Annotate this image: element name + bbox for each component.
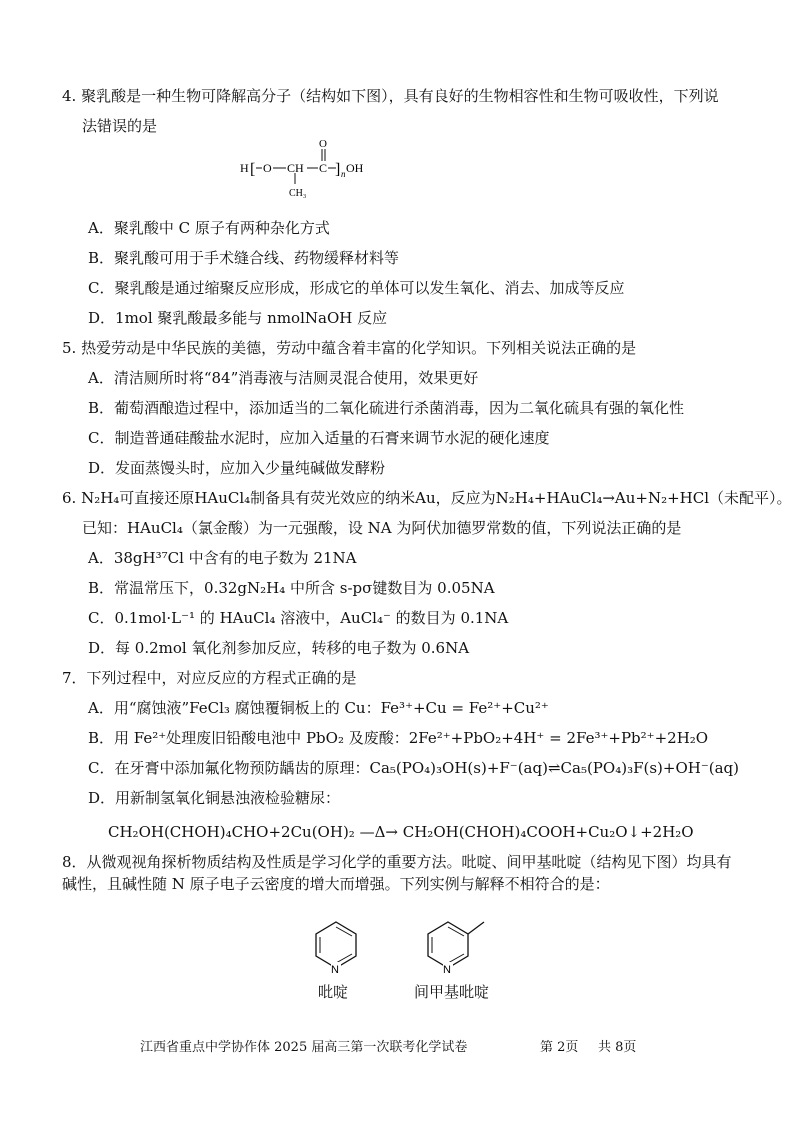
q7-equation: CH₂OH(CHOH)₄CHO+2Cu(OH)₂ —Δ→ CH₂OH(CHOH)₄COOH+Cu₂O↓+2H₂O — [108, 823, 694, 841]
methylpyridine-label: 间甲基吡啶 — [414, 983, 490, 1001]
struct-H: H — [240, 161, 249, 175]
struct-C: C — [319, 161, 328, 175]
q7-option-a: A．用“腐蚀液”FeCl₃ 腐蚀覆铜板上的 Cu：Fe³⁺+Cu = Fe²⁺+Cu²⁺ — [88, 699, 549, 717]
bracket-left: [ — [250, 161, 256, 178]
methylpyridine-N: N — [443, 964, 451, 974]
q7-option-b: B．用 Fe²⁺处理废旧铅酸电池中 PbO₂ 及废酸：2Fe²⁺+PbO₂+4H⁺ = 2Fe³⁺+Pb²⁺+2H₂O — [88, 729, 709, 747]
q6-option-b: B．常温常压下，0.32gN₂H₄ 中所含 s-pσ键数目为 0.05NA — [88, 579, 495, 597]
bracket-right: ] — [335, 161, 341, 178]
pyridine-label: 吡啶 — [318, 983, 349, 1001]
q4-option-d: D．1mol 聚乳酸最多能与 nmolNaOH 反应 — [88, 309, 388, 327]
3-methylpyridine-structure — [418, 916, 504, 974]
q4-option-a: A．聚乳酸中 C 原子有两种杂化方式 — [88, 219, 330, 237]
q6-stem-line2: 已知：HAuCl₄（氯金酸）为一元强酸，设 NA 为阿伏加德罗常数的值，下列说法正确的是 — [82, 519, 682, 537]
q4-stem-line2: 法错误的是 — [82, 117, 158, 135]
q6-option-d: D．每 0.2mol 氧化剂参加反应，转移的电子数为 0.6NA — [88, 639, 470, 657]
struct-O: O — [263, 161, 272, 175]
q4-stem-line1: 4. 聚乳酸是一种生物可降解高分子（结构如下图），具有良好的生物相容性和生物可吸收性，下列说 — [62, 87, 719, 105]
struct-CH: CH — [287, 161, 304, 175]
q7-option-d: D．用新制氢氧化铜悬浊液检验糖尿： — [88, 789, 341, 807]
q8-stem-line1: 8．从微观视角探析物质结构及性质是学习化学的重要方法。吡啶、间甲基吡啶（结构见下图）均具有 — [62, 853, 732, 871]
q8-stem-line2: 碱性，且碱性随 N 原子电子云密度的增大而增强。下列实例与解释不相符合的是： — [62, 875, 610, 893]
pyridine-structure — [306, 918, 366, 974]
q5-option-a: A．清洁厕所时将“84”消毒液与洁厕灵混合使用，效果更好 — [88, 369, 479, 387]
q7-option-c: C．在牙膏中添加氟化物预防龋齿的原理：Ca₅(PO₄)₃OH(s)+F⁻(aq)⇌Ca₅(PO₄)₃F(s)+OH⁻(aq) — [88, 759, 740, 777]
struct-n: n — [341, 169, 346, 179]
q5-option-d: D．发面蒸馒头时，应加入少量纯碱做发酵粉 — [88, 459, 386, 477]
q4-option-c: C．聚乳酸是通过缩聚反应形成，形成它的单体可以发生氧化、消去、加成等反应 — [88, 279, 625, 297]
q6-option-a: A．38gH³⁷Cl 中含有的电子数为 21NA — [88, 549, 357, 567]
footer-total-pages: 共 8页 — [598, 1040, 637, 1055]
q7-stem: 7．下列过程中，对应反应的方程式正确的是 — [62, 669, 357, 687]
q5-option-b: B．葡萄酒酿造过程中，添加适当的二氧化硫进行杀菌消毒，因为二氧化硫具有强的氧化性 — [88, 399, 685, 417]
q5-stem: 5. 热爱劳动是中华民族的美德，劳动中蕴含着丰富的化学知识。下列相关说法正确的是 — [62, 339, 637, 357]
pyridine-N: N — [331, 964, 339, 974]
footer-exam-title: 江西省重点中学协作体 2025 届高三第一次联考化学试卷 — [140, 1040, 468, 1055]
q6-option-c: C．0.1mol·L⁻¹ 的 HAuCl₄ 溶液中，AuCl₄⁻ 的数目为 0.1NA — [88, 609, 509, 627]
footer-page-number: 第 2页 — [540, 1040, 579, 1055]
struct-OH: OH — [346, 161, 364, 175]
struct-CH3: CH₃ — [289, 188, 307, 199]
q4-option-b: B．聚乳酸可用于手术缝合线、药物缓释材料等 — [88, 249, 400, 267]
struct-carbonyl-O: O — [319, 138, 327, 150]
q6-stem-line1: 6. N₂H₄可直接还原HAuCl₄制备具有荧光效应的纳米Au，反应为N₂H₄+HAuCl₄→Au+N₂+HCl（未配平）。 — [62, 489, 792, 507]
polylactic-acid-structure — [236, 136, 376, 200]
q5-option-c: C．制造普通硅酸盐水泥时，应加入适量的石膏来调节水泥的硬化速度 — [88, 429, 550, 447]
